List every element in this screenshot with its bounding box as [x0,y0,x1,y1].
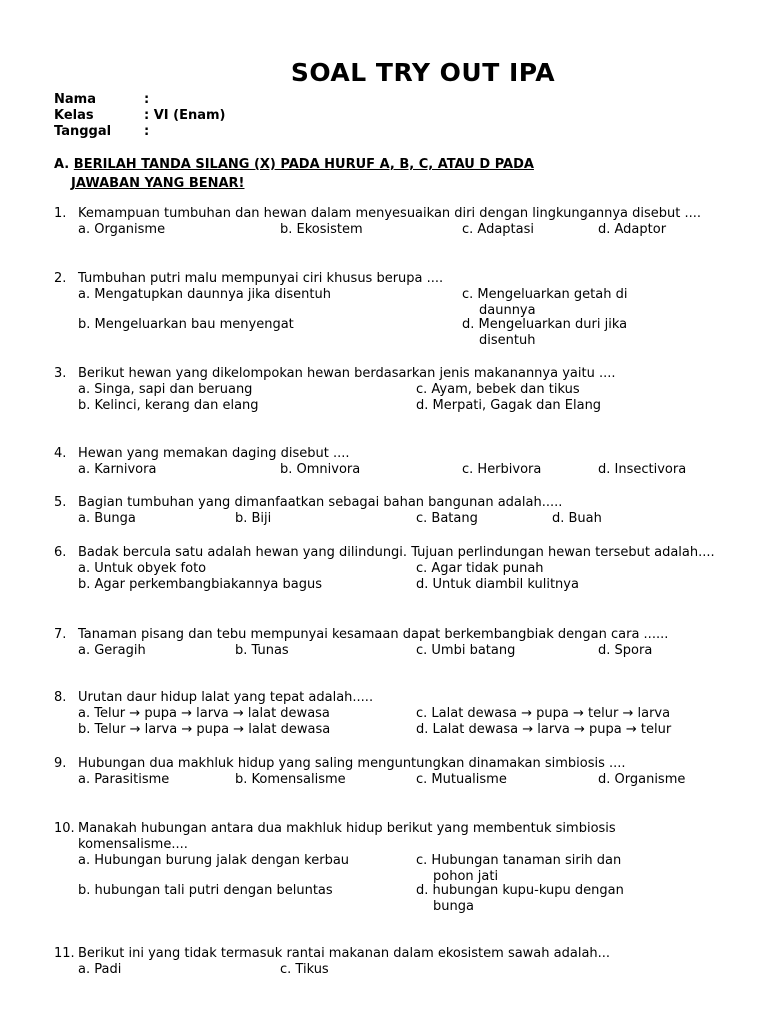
question-stem: Kemampuan tumbuhan dan hewan dalam menyesuaikan diri dengan lingkungannya disebut .... [78,206,702,221]
question-6 [54,545,718,593]
option-d-line1: d. hubungan kupu-kupu dengan [416,883,624,898]
option-d[interactable] [416,883,686,915]
option-c-line2: daunnya [479,303,536,318]
date-label: Tanggal [54,124,112,139]
option-c[interactable]: c. Adaptasi [462,222,534,237]
option-b[interactable]: b. Telur → larva → pupa → lalat dewasa [78,722,331,737]
section-instruction [54,155,714,193]
option-b[interactable]: b. Mengeluarkan bau menyengat [78,317,294,332]
question-stem: Tanaman pisang dan tebu mempunyai kesamaan dapat berkembangbiak dengan cara ...... [78,627,669,642]
option-b[interactable]: b. hubungan tali putri dengan beluntas [78,883,333,898]
section-instruction-line1: BERILAH TANDA SILANG (X) PADA HURUF A, B, C, ATAU D PADA [73,157,534,172]
question-7 [54,627,718,659]
question-8 [54,690,718,738]
page-title: SOAL TRY OUT IPA [290,58,556,87]
option-a[interactable]: a. Karnivora [78,462,157,477]
question-stem: Badak bercula satu adalah hewan yang dilindungi. Tujuan perlindungan hewan tersebut adalah.... [78,545,715,560]
option-a[interactable]: a. Geragih [78,643,146,658]
option-d[interactable]: d. Adaptor [598,222,667,237]
date-field-row [54,124,149,139]
option-b[interactable]: b. Kelinci, kerang dan elang [78,398,259,413]
option-b[interactable]: b. Biji [235,511,272,526]
option-a[interactable]: a. Singa, sapi dan beruang [78,382,253,397]
question-number: 10. [54,821,75,836]
class-label: Kelas [54,108,94,123]
option-d-line2: bunga [433,899,474,914]
option-c[interactable]: c. Ayam, bebek dan tikus [416,382,580,397]
section-instruction-line2: JAWABAN YANG BENAR! [71,176,245,191]
option-d-line2: disentuh [479,333,536,348]
name-label: Nama [54,92,96,107]
option-a[interactable]: a. Hubungan burung jalak dengan kerbau [78,853,350,868]
option-c-line2: pohon jati [433,869,499,884]
question-4 [54,446,718,478]
question-number: 4. [54,446,67,461]
option-c[interactable]: c. Tikus [280,962,329,977]
option-c[interactable]: c. Agar tidak punah [416,561,544,576]
option-c[interactable]: c. Umbi batang [416,643,516,658]
question-stem: Tumbuhan putri malu mempunyai ciri khusus berupa .... [78,271,444,286]
question-2 [54,271,718,347]
section-prefix: A. [54,157,70,172]
class-field-row [54,108,226,123]
option-a[interactable]: a. Mengatupkan daunnya jika disentuh [78,287,331,302]
question-number: 3. [54,366,67,381]
option-b[interactable]: b. Agar perkembangbiakannya bagus [78,577,322,592]
option-c-line1: c. Hubungan tanaman sirih dan [416,853,622,868]
name-field-row [54,92,149,107]
option-d-line1: d. Mengeluarkan duri jika [462,317,628,332]
option-d[interactable]: d. Untuk diambil kulitnya [416,577,579,592]
question-stem: Urutan daur hidup lalat yang tepat adalah..... [78,690,374,705]
option-c[interactable]: c. Herbivora [462,462,542,477]
question-number: 7. [54,627,67,642]
option-b[interactable]: b. Tunas [235,643,289,658]
question-9 [54,756,718,788]
question-10 [54,821,718,913]
option-c[interactable]: c. Lalat dewasa → pupa → telur → larva [416,706,671,721]
name-value: : [144,92,150,107]
date-value: : [144,124,150,139]
question-number: 5. [54,495,67,510]
question-stem: Hewan yang memakan daging disebut .... [78,446,350,461]
option-d[interactable]: d. Organisme [598,772,686,787]
option-b[interactable]: b. Ekosistem [280,222,363,237]
option-d[interactable] [462,317,702,349]
option-d[interactable]: d. Merpati, Gagak dan Elang [416,398,602,413]
option-a[interactable]: a. Parasitisme [78,772,170,787]
question-1 [54,206,718,238]
class-value: : VI (Enam) [144,108,226,123]
question-11 [54,946,718,978]
question-stem: Manakah hubungan antara dua makhluk hidup berikut yang membentuk simbiosis komensalisme.... [78,821,616,852]
option-a[interactable]: a. Bunga [78,511,136,526]
option-d[interactable]: d. Buah [552,511,602,526]
option-b[interactable]: b. Omnivora [280,462,361,477]
option-a[interactable]: a. Telur → pupa → larva → lalat dewasa [78,706,330,721]
option-d[interactable]: d. Insectivora [598,462,687,477]
question-stem: Bagian tumbuhan yang dimanfaatkan sebagai bahan bangunan adalah..... [78,495,563,510]
option-c[interactable] [462,287,702,319]
question-stem: Berikut ini yang tidak termasuk rantai makanan dalam ekosistem sawah adalah... [78,946,611,961]
option-d[interactable]: d. Spora [598,643,653,658]
option-a[interactable]: a. Padi [78,962,122,977]
question-number: 2. [54,271,67,286]
question-5 [54,495,718,527]
question-number: 11. [54,946,75,961]
question-3 [54,366,718,414]
option-c[interactable]: c. Batang [416,511,478,526]
question-stem: Berikut hewan yang dikelompokan hewan berdasarkan jenis makanannya yaitu .... [78,366,616,381]
option-d[interactable]: d. Lalat dewasa → larva → pupa → telur [416,722,672,737]
question-number: 8. [54,690,67,705]
option-a[interactable]: a. Organisme [78,222,166,237]
question-number: 6. [54,545,67,560]
question-number: 1. [54,206,67,221]
option-c-line1: c. Mengeluarkan getah di [462,287,628,302]
option-b[interactable]: b. Komensalisme [235,772,346,787]
question-number: 9. [54,756,67,771]
option-a[interactable]: a. Untuk obyek foto [78,561,207,576]
option-c[interactable] [416,853,686,885]
question-stem: Hubungan dua makhluk hidup yang saling menguntungkan dinamakan simbiosis .... [78,756,626,771]
option-c[interactable]: c. Mutualisme [416,772,507,787]
